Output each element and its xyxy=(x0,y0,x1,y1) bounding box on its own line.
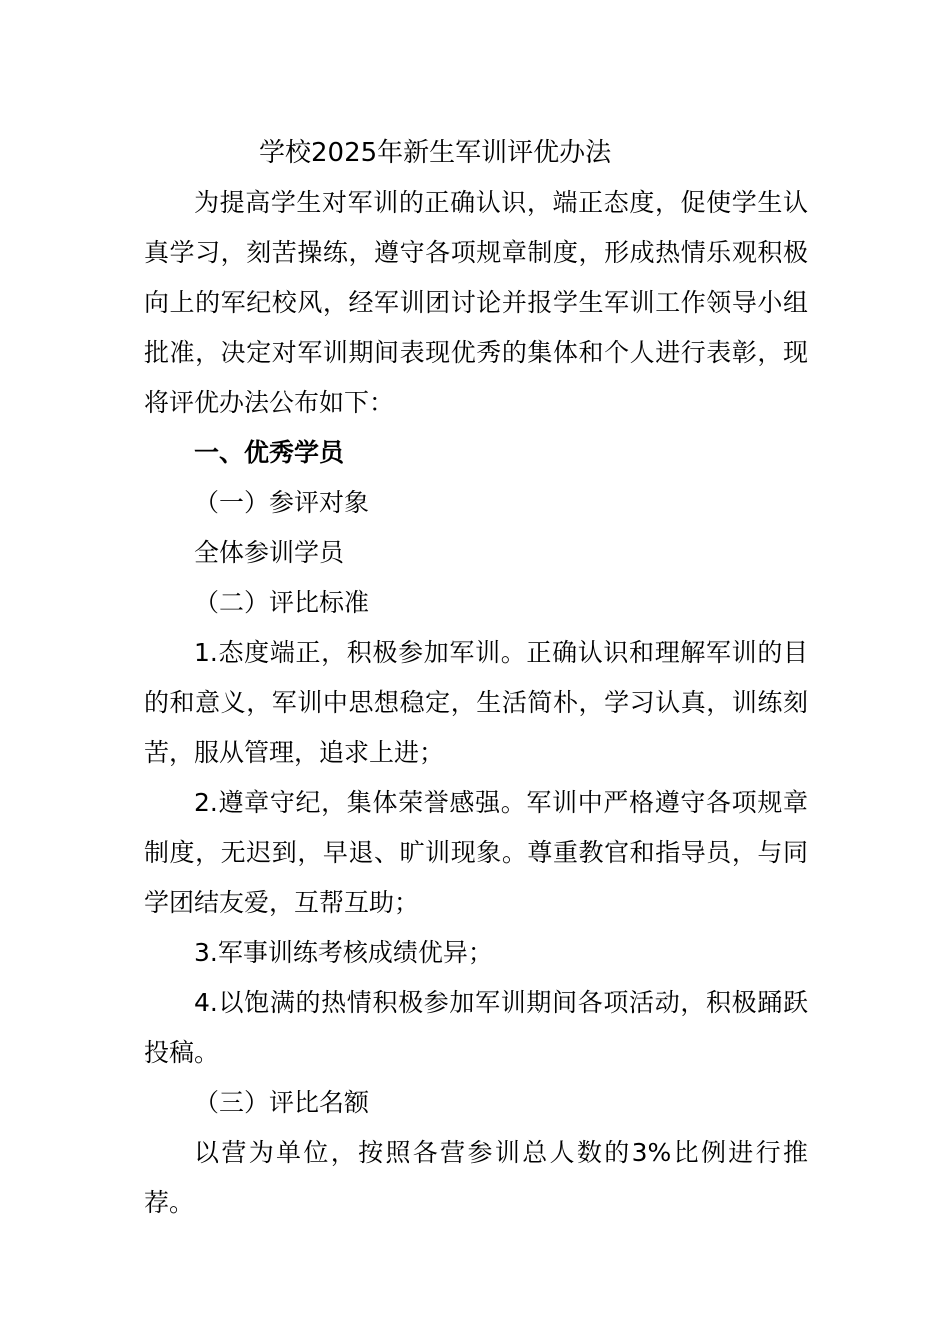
criterion-item-2: 2.遵章守纪，集体荣誉感强。军训中严格遵守各项规章制度，无迟到，早退、旷训现象。尊重教官和指导员，与同学团结友爱，互帮互助； xyxy=(144,788,808,917)
subsection-heading-criteria: （二）评比标准 xyxy=(194,588,370,617)
subsection-heading-eligibility: （一）参评对象 xyxy=(194,488,370,517)
intro-paragraph: 为提高学生对军训的正确认识，端正态度，促使学生认真学习，刻苦操练，遵守各项规章制度，形成热情乐观积极向上的军纪校风，经军训团讨论并报学生军训工作领导小组批准，决定对军训期间表现优秀的集体和个人进行表彰，现将评优办法公布如下： xyxy=(144,188,808,417)
criterion-item-4: 4.以饱满的热情积极参加军训期间各项活动，积极踊跃投稿。 xyxy=(144,988,808,1067)
section-heading-excellent-trainee: 一、优秀学员 xyxy=(194,438,345,467)
criterion-item-1: 1.态度端正，积极参加军训。正确认识和理解军训的目的和意义，军训中思想稳定，生活简朴，学习认真，训练刻苦，服从管理，追求上进； xyxy=(144,638,808,767)
document-title: 学校2025年新生军训评优办法 xyxy=(259,138,612,168)
quota-body: 以营为单位，按照各营参训总人数的3%比例进行推荐。 xyxy=(144,1138,808,1217)
subsection-heading-quota: （三）评比名额 xyxy=(194,1088,370,1117)
document-body xyxy=(144,128,808,1228)
criterion-item-3: 3.军事训练考核成绩优异； xyxy=(194,938,493,967)
eligibility-body: 全体参训学员 xyxy=(194,538,345,567)
